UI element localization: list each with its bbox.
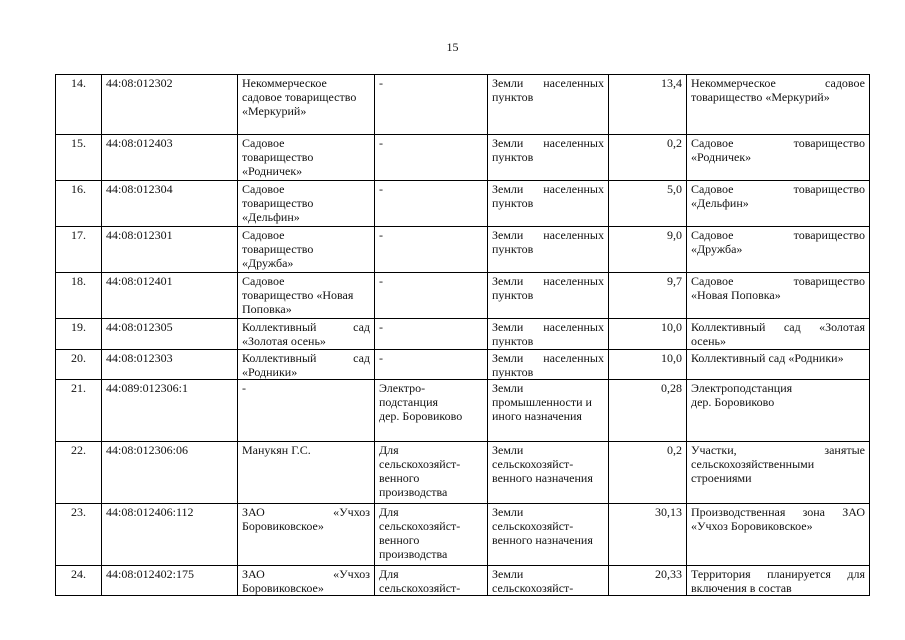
note-cell-line: сельскохозяйственными: [691, 457, 815, 471]
area-cell: 9,0: [609, 227, 687, 273]
page-number: 15: [446, 40, 459, 54]
owner-cell-line: Коллективный сад: [242, 320, 370, 334]
note-cell-line: Садовое товарищество: [691, 182, 865, 196]
owner-cell-line: садовое товарищество: [242, 90, 357, 104]
note-cell: [687, 442, 870, 504]
note-cell: [687, 319, 870, 350]
cadastral-number-cell: 44:08:012403: [102, 135, 238, 181]
land-category-cell-line: пунктов: [492, 365, 534, 379]
purpose-cell: [375, 350, 488, 380]
purpose-cell: [375, 442, 488, 504]
area-cell: 0,2: [609, 442, 687, 504]
purpose-cell-line: сельскохозяйст-: [379, 457, 461, 471]
purpose-cell-line: Для: [379, 443, 399, 457]
owner-cell-line: Садовое: [242, 182, 285, 196]
land-category-cell-line: венного назначения: [492, 533, 593, 547]
note-cell-line: товарищество «Меркурий»: [691, 90, 830, 104]
area-cell: 10,0: [609, 319, 687, 350]
land-category-cell-line: Земли населенных: [492, 136, 604, 150]
table-row: [56, 75, 870, 135]
land-category-cell-line: венного назначения: [492, 471, 593, 485]
row-number-cell: 14.: [56, 75, 102, 135]
row-number-cell: 22.: [56, 442, 102, 504]
land-category-cell-line: сельскохозяйст-: [492, 581, 574, 595]
purpose-cell-line: -: [379, 182, 383, 196]
row-number-cell: 15.: [56, 135, 102, 181]
purpose-cell-line: венного: [379, 533, 420, 547]
owner-cell-line: «Меркурий»: [242, 104, 307, 118]
area-cell: 9,7: [609, 273, 687, 319]
note-cell-line: включения в состав: [691, 581, 792, 595]
owner-cell-line: Садовое: [242, 228, 285, 242]
table-row: [56, 442, 870, 504]
purpose-cell: [375, 380, 488, 442]
cadastral-number-cell: 44:08:012304: [102, 181, 238, 227]
row-number-cell: 23.: [56, 504, 102, 566]
owner-cell: [238, 227, 375, 273]
table-row: [56, 319, 870, 350]
land-category-cell-line: сельскохозяйст-: [492, 457, 574, 471]
note-cell: [687, 181, 870, 227]
note-cell-line: «Родничек»: [691, 150, 752, 164]
purpose-cell: [375, 319, 488, 350]
owner-cell: [238, 75, 375, 135]
land-category-cell: [488, 504, 609, 566]
owner-cell-line: Коллективный сад: [242, 351, 370, 365]
purpose-cell-line: Для: [379, 567, 399, 581]
land-category-cell-line: Земли населенных: [492, 182, 604, 196]
cadastral-number-cell: 44:08:012303: [102, 350, 238, 380]
owner-cell-line: товарищество: [242, 242, 314, 256]
cadastral-number-cell: 44:08:012406:112: [102, 504, 238, 566]
note-cell: [687, 504, 870, 566]
owner-cell: [238, 181, 375, 227]
row-number-cell: 21.: [56, 380, 102, 442]
purpose-cell-line: сельскохозяйст-: [379, 519, 461, 533]
owner-cell: [238, 566, 375, 596]
purpose-cell-line: сельскохозяйст-: [379, 581, 461, 595]
purpose-cell: [375, 566, 488, 596]
purpose-cell-line: производства: [379, 547, 448, 561]
owner-cell-line: Боровиковское»: [242, 519, 324, 533]
note-cell-line: Садовое товарищество: [691, 228, 865, 242]
note-cell-line: Территория планируется для: [691, 567, 865, 581]
table-row: [56, 380, 870, 442]
owner-cell-line: Садовое: [242, 136, 285, 150]
note-cell-line: Участки, занятые: [691, 443, 865, 457]
land-category-cell-line: Земли: [492, 567, 524, 581]
note-cell-line: «Дружба»: [691, 242, 743, 256]
note-cell-line: Садовое товарищество: [691, 136, 865, 150]
land-category-cell: [488, 181, 609, 227]
purpose-cell: [375, 273, 488, 319]
note-cell: [687, 75, 870, 135]
owner-cell-line: -: [242, 381, 246, 395]
owner-cell-line: «Родничек»: [242, 164, 303, 178]
purpose-cell-line: Электро-: [379, 381, 426, 395]
area-cell: 0,28: [609, 380, 687, 442]
note-cell: [687, 380, 870, 442]
land-category-cell-line: пунктов: [492, 334, 534, 348]
cadastral-number-cell: 44:089:012306:1: [102, 380, 238, 442]
land-category-cell-line: Земли: [492, 505, 524, 519]
owner-cell-line: товарищество: [242, 150, 314, 164]
purpose-cell: [375, 504, 488, 566]
land-category-cell-line: пунктов: [492, 288, 534, 302]
purpose-cell: [375, 227, 488, 273]
owner-cell-line: Манукян Г.С.: [242, 443, 311, 457]
purpose-cell-line: производства: [379, 485, 448, 499]
area-cell: 5,0: [609, 181, 687, 227]
table-row: [56, 566, 870, 596]
table-row: [56, 135, 870, 181]
purpose-cell-line: -: [379, 320, 383, 334]
row-number-cell: 20.: [56, 350, 102, 380]
land-category-cell: [488, 75, 609, 135]
purpose-cell-line: венного: [379, 471, 420, 485]
note-cell-line: Электроподстанция: [691, 381, 793, 395]
owner-cell: [238, 273, 375, 319]
note-cell-line: строениями: [691, 471, 752, 485]
owner-cell-line: Боровиковское»: [242, 581, 324, 595]
purpose-cell-line: -: [379, 351, 383, 365]
area-cell: 0,2: [609, 135, 687, 181]
cadastral-number-cell: 44:08:012401: [102, 273, 238, 319]
owner-cell-line: «Золотая осень»: [242, 334, 326, 348]
owner-cell-line: «Родники»: [242, 365, 298, 379]
land-category-cell-line: промышленности и: [492, 395, 592, 409]
cadastral-number-cell: 44:08:012402:175: [102, 566, 238, 596]
owner-cell: [238, 350, 375, 380]
note-cell-line: «Учхоз Боровиковское»: [691, 519, 813, 533]
land-category-cell-line: Земли населенных: [492, 274, 604, 288]
row-number-cell: 24.: [56, 566, 102, 596]
land-category-cell-line: иного назначения: [492, 409, 582, 423]
owner-cell: [238, 319, 375, 350]
note-cell-line: осень»: [691, 334, 726, 348]
area-cell: 20,33: [609, 566, 687, 596]
land-category-cell: [488, 273, 609, 319]
purpose-cell-line: Для: [379, 505, 399, 519]
cadastral-number-cell: 44:08:012302: [102, 75, 238, 135]
purpose-cell-line: дер. Боровиково: [379, 409, 463, 423]
land-category-cell: [488, 566, 609, 596]
owner-cell: [238, 135, 375, 181]
note-cell-line: Коллективный сад «Родники»: [691, 351, 844, 365]
owner-cell: [238, 442, 375, 504]
owner-cell-line: Садовое: [242, 274, 285, 288]
land-category-cell-line: Земли: [492, 443, 524, 457]
owner-cell: [238, 504, 375, 566]
purpose-cell: [375, 181, 488, 227]
land-category-cell-line: сельскохозяйст-: [492, 519, 574, 533]
land-plots-table: [55, 74, 870, 596]
table-row: [56, 181, 870, 227]
table-row: [56, 504, 870, 566]
area-cell: 30,13: [609, 504, 687, 566]
owner-cell-line: товарищество «Новая: [242, 288, 354, 302]
row-number-cell: 18.: [56, 273, 102, 319]
note-cell: [687, 273, 870, 319]
table-row: [56, 227, 870, 273]
note-cell-line: Садовое товарищество: [691, 274, 865, 288]
owner-cell-line: ЗАО «Учхоз: [242, 567, 370, 581]
purpose-cell: [375, 75, 488, 135]
owner-cell-line: Некоммерческое: [242, 76, 327, 90]
land-category-cell: [488, 380, 609, 442]
land-category-cell-line: Земли населенных: [492, 351, 604, 365]
cadastral-number-cell: 44:08:012305: [102, 319, 238, 350]
area-cell: 13,4: [609, 75, 687, 135]
land-category-cell-line: пунктов: [492, 90, 534, 104]
note-cell-line: Коллективный сад «Золотая: [691, 320, 865, 334]
owner-cell-line: товарищество: [242, 196, 314, 210]
owner-cell-line: ЗАО «Учхоз: [242, 505, 370, 519]
note-cell-line: дер. Боровиково: [691, 395, 775, 409]
row-number-cell: 19.: [56, 319, 102, 350]
row-number-cell: 17.: [56, 227, 102, 273]
land-category-cell: [488, 442, 609, 504]
land-category-cell-line: Земли населенных: [492, 76, 604, 90]
note-cell: [687, 227, 870, 273]
land-category-cell-line: пунктов: [492, 150, 534, 164]
land-category-cell-line: Земли населенных: [492, 320, 604, 334]
cadastral-number-cell: 44:08:012306:06: [102, 442, 238, 504]
note-cell-line: Производственная зона ЗАО: [691, 505, 865, 519]
land-category-cell-line: пунктов: [492, 196, 534, 210]
note-cell: [687, 566, 870, 596]
land-category-cell-line: пунктов: [492, 242, 534, 256]
row-number-cell: 16.: [56, 181, 102, 227]
land-category-cell-line: Земли населенных: [492, 228, 604, 242]
cadastral-number-cell: 44:08:012301: [102, 227, 238, 273]
land-category-cell-line: Земли: [492, 381, 524, 395]
note-cell: [687, 135, 870, 181]
note-cell-line: «Новая Поповка»: [691, 288, 781, 302]
purpose-cell-line: подстанция: [379, 395, 439, 409]
land-category-cell: [488, 135, 609, 181]
land-category-cell: [488, 350, 609, 380]
purpose-cell-line: -: [379, 76, 383, 90]
purpose-cell-line: -: [379, 136, 383, 150]
purpose-cell-line: -: [379, 274, 383, 288]
purpose-cell-line: -: [379, 228, 383, 242]
land-category-cell: [488, 227, 609, 273]
owner-cell-line: «Дельфин»: [242, 210, 300, 224]
table-row: [56, 273, 870, 319]
note-cell-line: «Дельфин»: [691, 196, 749, 210]
land-category-cell: [488, 319, 609, 350]
owner-cell: [238, 380, 375, 442]
purpose-cell: [375, 135, 488, 181]
note-cell-line: Некоммерческое садовое: [691, 76, 865, 90]
owner-cell-line: «Дружба»: [242, 256, 294, 270]
owner-cell-line: Поповка»: [242, 302, 292, 316]
note-cell: [687, 350, 870, 380]
table-row: [56, 350, 870, 380]
area-cell: 10,0: [609, 350, 687, 380]
